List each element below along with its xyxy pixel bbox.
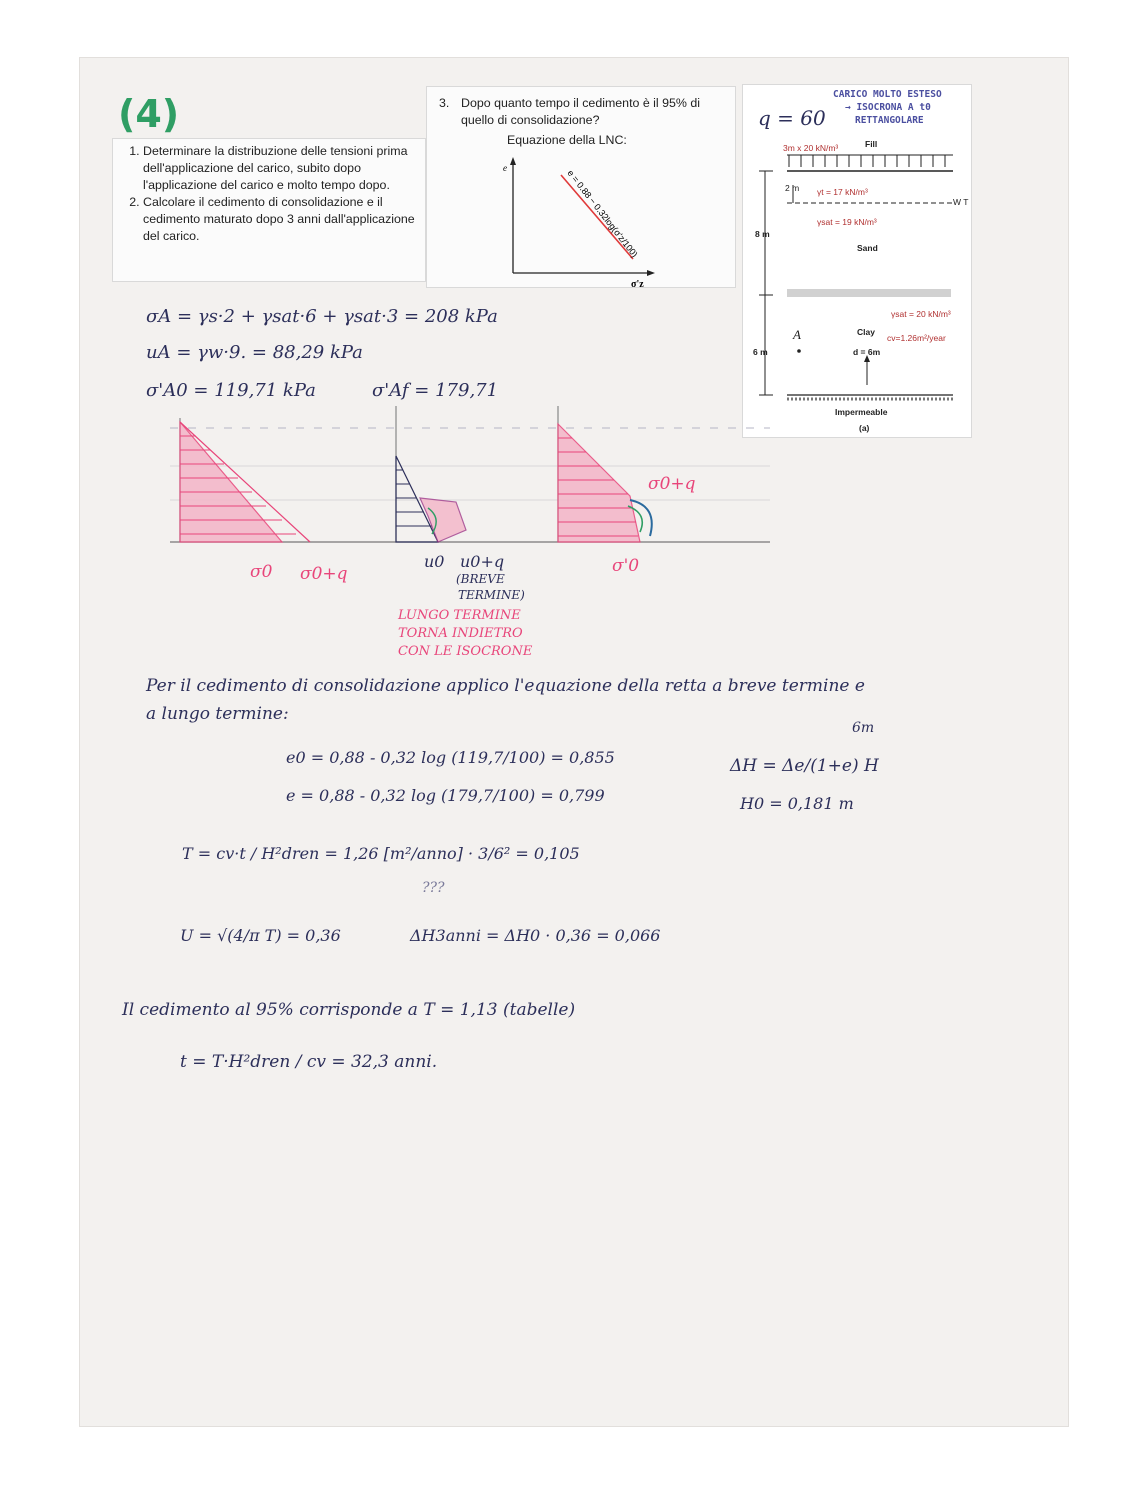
question-1: 1. Determinare la distribuzione delle tensioni prima dell'applicazione del carico, subito dopo l'applicazione del carico e molto tempo dopo. bbox=[143, 143, 425, 194]
lnc-title: Equazione della LNC: bbox=[507, 133, 627, 147]
dh-6m: 6m bbox=[852, 720, 875, 736]
depth-8m: 8 m bbox=[755, 229, 770, 239]
depth-2m: 2 m bbox=[785, 183, 800, 193]
question-marks: ??? bbox=[422, 880, 445, 896]
lungo-1: LUNGO TERMINE bbox=[398, 608, 521, 623]
label-u0q: u0+q bbox=[460, 552, 505, 571]
load-note-3: RETTANGOLARE bbox=[855, 115, 924, 126]
lnc-plot bbox=[427, 87, 735, 287]
label-termine: TERMINE) bbox=[458, 588, 525, 602]
label-sigma0q: σ0+q bbox=[300, 564, 348, 584]
time-factor-formula: T = cv·t / H²dren = 1,26 [m²/anno] · 3/6² = 0,105 bbox=[182, 844, 580, 863]
load-note-1: CARICO MOLTO ESTESO bbox=[833, 89, 942, 100]
q-label: q = 60 bbox=[758, 106, 826, 130]
problem-number: (4) bbox=[118, 92, 180, 136]
d-label: d = 6m bbox=[853, 347, 881, 357]
label-u0: u0 bbox=[424, 552, 445, 571]
dh-formula: ΔH = Δe/(1+e) H bbox=[730, 756, 879, 776]
point-a: A bbox=[793, 327, 801, 342]
e0-equation: e0 = 0,88 - 0,32 log (119,7/100) = 0,855 bbox=[286, 748, 615, 767]
lnc-x-axis: σ'z bbox=[631, 279, 644, 287]
eq-effective-final: σ'Af = 179,71 bbox=[372, 380, 499, 401]
eq-effective-initial: σ'A0 = 119,71 kPa bbox=[146, 380, 316, 401]
gamma-sat-sand: γsat = 19 kN/m³ bbox=[817, 217, 877, 227]
questions-box bbox=[112, 138, 426, 282]
cv-label: cv=1.26m²/year bbox=[887, 333, 946, 343]
degree-consolidation-formula: U = √(4/π T) = 0,36 bbox=[180, 926, 341, 945]
lungo-2: TORNA INDIETRO bbox=[398, 626, 523, 641]
water-table: W T bbox=[953, 197, 969, 207]
lnc-box: 3. Dopo quanto tempo il cedimento è il 95% di quello di consolidazione? Equazione della LNC: e σ'z e = 0.88 − 0.32log(σ'z/100) bbox=[426, 86, 736, 288]
eq-pore-pressure: uA = γw·9. = 88,29 kPa bbox=[146, 342, 363, 363]
figure-caption: (a) bbox=[859, 423, 870, 433]
fill-load: 3m x 20 kN/m³ bbox=[783, 143, 839, 153]
question-2: 2. Calcolare il cedimento di consolidazione e il cedimento maturato dopo 3 anni dall'applicazione del carico. bbox=[143, 194, 425, 245]
label-breve: (BREVE bbox=[456, 572, 505, 586]
impermeable-label: Impermeable bbox=[835, 407, 888, 417]
gamma-t: γt = 17 kN/m³ bbox=[817, 187, 868, 197]
depth-6m: 6 m bbox=[753, 347, 768, 357]
fill-label: Fill bbox=[865, 139, 878, 149]
text-line-2: a lungo termine: bbox=[146, 704, 289, 724]
question-3: Dopo quanto tempo il cedimento è il 95% di quello di consolidazione? bbox=[461, 96, 701, 127]
soil-profile-box bbox=[742, 84, 972, 438]
clay-label: Clay bbox=[857, 327, 875, 337]
text-line-1: Per il cedimento di consolidazione applico l'equazione della retta a breve termine e bbox=[146, 676, 865, 696]
label-sigma0q-right: σ0+q bbox=[648, 474, 696, 494]
settlement-3-years: ΔH3anni = ΔH0 · 0,36 = 0,066 bbox=[410, 926, 661, 945]
h0-value: H0 = 0,181 m bbox=[740, 794, 854, 813]
sand-label: Sand bbox=[857, 243, 878, 253]
lungo-3: CON LE ISOCRONE bbox=[398, 644, 533, 659]
label-sigma0-right: σ'0 bbox=[612, 556, 640, 576]
gamma-sat-clay: γsat = 20 kN/m³ bbox=[891, 309, 951, 319]
lnc-y-axis: e bbox=[503, 163, 507, 173]
e-equation: e = 0,88 - 0,32 log (179,7/100) = 0,799 bbox=[286, 786, 605, 805]
label-sigma0: σ0 bbox=[250, 562, 273, 582]
eq-total-stress: σA = γs·2 + γsat·6 + γsat·3 = 208 kPa bbox=[146, 306, 498, 327]
settlement-95-text: Il cedimento al 95% corrisponde a T = 1,13 (tabelle) bbox=[122, 1000, 576, 1020]
lnc-equation: e = 0.88 − 0.32log(σ'z/100) bbox=[565, 168, 640, 260]
time-95-formula: t = T·H²dren / cv = 32,3 anni. bbox=[180, 1052, 438, 1072]
load-note-2: → ISOCRONA A t0 bbox=[845, 102, 931, 113]
